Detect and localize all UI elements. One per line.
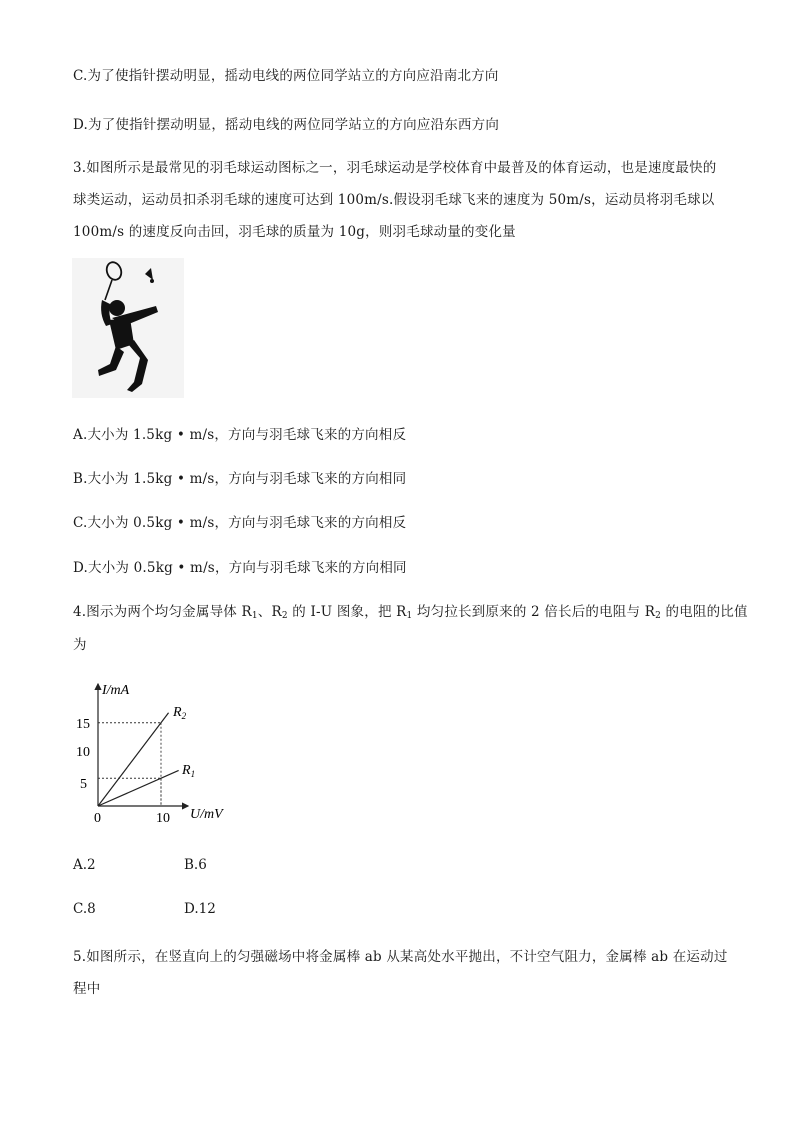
q5-stem-line-1: 5.如图所示，在竖直向上的匀强磁场中将金属棒 ab 从某高处水平抛出，不计空气阻力，金属棒 ab 在运动过 [73, 949, 728, 965]
q3-stem-line-1: 3.如图所示是最常见的羽毛球运动图标之一，羽毛球运动是学校体育中最普及的体育运动，也是速度最快的 [73, 160, 717, 176]
q4-option-d: D.12 [184, 901, 216, 917]
q4-stem-line-1: 4.图示为两个均匀金属导体 $R_1$、$R_2$ 的 I-U 图象，把 $R_1$ 均匀拉长到原来的 2 倍长后的电阻与 $R_2$ 的电阻的比值 [73, 604, 748, 621]
x-tick-10: 10 [156, 811, 170, 826]
q3-option-b: B.大小为 1.5kg • m/s，方向与羽毛球飞来的方向相同 [73, 471, 407, 487]
q3-stem-line-2: 球类运动，运动员扣杀羽毛球的速度可达到 100m/s.假设羽毛球飞来的速度为 50m/s，运动员将羽毛球以 [73, 192, 715, 208]
y-tick-10: 10 [76, 745, 90, 760]
q4-option-c: C.8 [73, 901, 96, 917]
x-axis-label: U/mV [190, 807, 223, 822]
q3-stem-line-3: 100m/s 的速度反向击回，羽毛球的质量为 10g，则羽毛球动量的变化量 [73, 224, 516, 240]
r2-label: $R_2$ [173, 705, 187, 721]
q4-stem-line-2: 为 [73, 637, 87, 653]
y-axis-label: I/mA [102, 683, 130, 698]
badminton-player-icon [72, 258, 184, 398]
q2-option-d: D.为了使指针摆动明显，摇动电线的两位同学站立的方向应沿东西方向 [73, 117, 500, 133]
y-tick-15: 15 [76, 717, 90, 732]
q4-option-a: A.2 [73, 857, 96, 873]
series-line-r2 [98, 713, 169, 806]
r1-label: $R_1$ [182, 763, 196, 779]
q3-option-a: A.大小为 1.5kg • m/s，方向与羽毛球飞来的方向相反 [73, 427, 407, 443]
y-tick-5: 5 [80, 777, 87, 792]
iu-graph [70, 678, 250, 828]
q3-option-d: D.大小为 0.5kg • m/s，方向与羽毛球飞来的方向相同 [73, 560, 407, 576]
q5-stem-line-2: 程中 [73, 981, 101, 997]
origin-label: 0 [94, 811, 101, 826]
q4-option-b: B.6 [184, 857, 207, 873]
q2-option-c: C.为了使指针摆动明显，摇动电线的两位同学站立的方向应沿南北方向 [73, 68, 499, 84]
series-line-r1 [98, 770, 179, 806]
q3-option-c: C.大小为 0.5kg • m/s，方向与羽毛球飞来的方向相反 [73, 515, 407, 531]
